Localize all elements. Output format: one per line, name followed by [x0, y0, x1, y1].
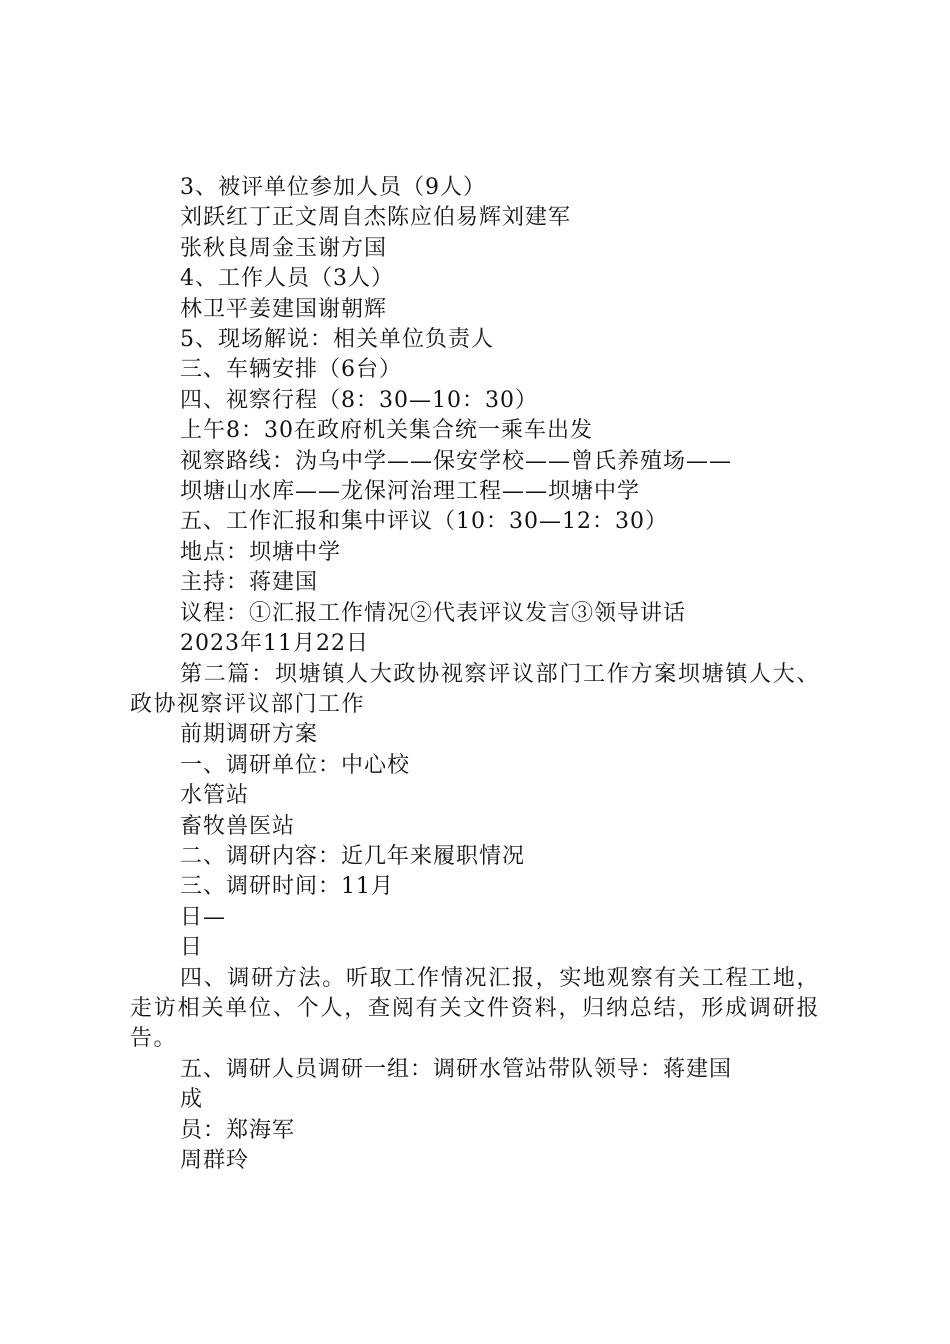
method-paragraph: 四、调研方法。听取工作情况汇报，实地观察有关工程工地，走访相关单位、个人，查阅有关文件资料，归纳总结，形成调研报告。: [130, 965, 820, 1052]
text-line: 林卫平姜建国谢朝辉: [180, 296, 388, 322]
text-line: 畜牧兽医站: [180, 813, 296, 839]
text-line: 3、被评单位参加人员（9人）: [180, 175, 486, 200]
text-line: 主持：蒋建国: [180, 570, 319, 596]
text-line: 坝塘山水库——龙保河治理工程——坝塘中学: [180, 479, 641, 505]
text-line: 三、调研时间：11月: [180, 874, 394, 900]
text-line: 日: [180, 935, 204, 961]
text-line: 四、视察行程（8：30—10：30）: [180, 387, 538, 413]
text-line: 视察路线：沩乌中学——保安学校——曾氏养殖场——: [180, 448, 733, 474]
text-line: 五、调研人员调研一组：调研水管站带队领导：蒋建国: [180, 1056, 733, 1082]
text-line: 一、调研单位：中心校: [180, 752, 411, 778]
section-heading-paragraph: 第二篇：坝塘镇人大政协视察评议部门工作方案坝塘镇人大、政协视察评议部门工作: [130, 661, 820, 717]
text-line: 地点：坝塘中学: [180, 539, 342, 565]
document-body: [130, 173, 820, 1176]
text-line: 议程：①汇报工作情况②代表评议发言③领导讲话: [180, 600, 687, 626]
text-line: 4、工作人员（3人）: [180, 266, 394, 292]
text-line: 成: [180, 1087, 204, 1113]
text-line: 张秋良周金玉谢方国: [180, 235, 388, 261]
date-line: 2023年11月22日: [180, 631, 369, 657]
text-line: 周群玲: [180, 1148, 250, 1173]
text-line: 5、现场解说：相关单位负责人: [180, 327, 494, 353]
text-line: 刘跃红丁正文周自杰陈应伯易辉刘建军: [180, 205, 572, 231]
text-line: 五、工作汇报和集中评议（10：30—12：30）: [180, 509, 668, 535]
text-line: 水管站: [180, 783, 250, 809]
text-line: 员：郑海军: [180, 1117, 296, 1143]
text-line: 上午8：30在政府机关集合统一乘车出发: [180, 418, 593, 444]
text-line: 二、调研内容：近几年来履职情况: [180, 843, 526, 869]
text-line: 前期调研方案: [180, 722, 319, 748]
text-line: 日—: [180, 904, 227, 930]
text-line: 三、车辆安排（6台）: [180, 357, 402, 383]
